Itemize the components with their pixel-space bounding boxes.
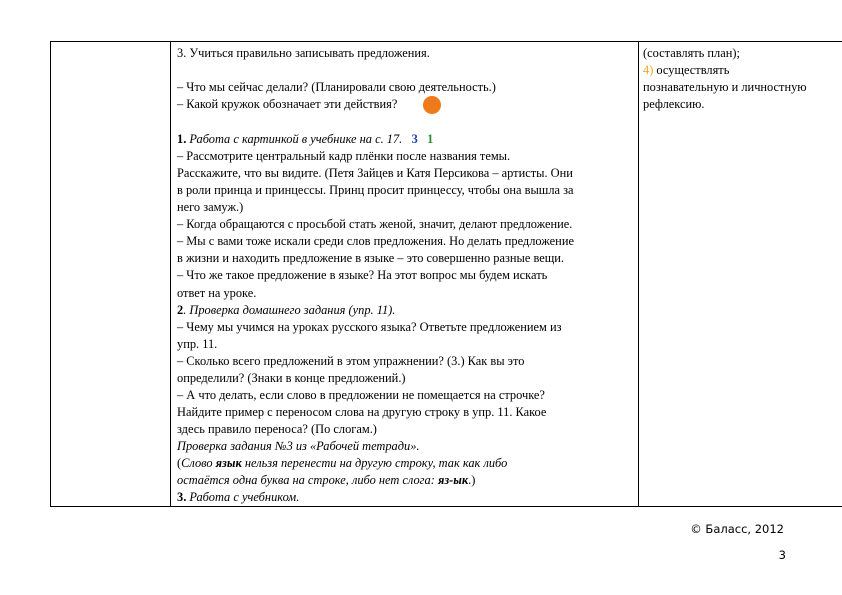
text-line bbox=[177, 96, 634, 114]
workbook-check-line: Проверка задания №3 из «Рабочей тетради». bbox=[177, 438, 420, 453]
text-line: в жизни и находить предложение в языке – это совершенно разные вещи. bbox=[177, 251, 564, 266]
section-heading bbox=[177, 302, 634, 319]
text-line: в роли принца и принцессы. Принц просит принцессу, чтобы она вышла за bbox=[177, 183, 574, 198]
text-line: – Рассмотрите центральный кадр плёнки после названия темы. bbox=[177, 149, 511, 164]
text-line: – А что делать, если слово в предложении не помещается на строчке? bbox=[177, 387, 545, 402]
text-line: – Что же такое предложение в языке? На этот вопрос мы будем искать bbox=[177, 268, 548, 283]
table-row bbox=[51, 42, 842, 507]
section-heading bbox=[177, 489, 634, 506]
text-fragment: осуществлять bbox=[653, 63, 730, 78]
text-line: – Что мы сейчас делали? (Планировали свою деятельность.) bbox=[177, 80, 496, 95]
text-line: здесь правило переноса? (По слогам.) bbox=[177, 421, 377, 436]
text-fragment: .) bbox=[468, 473, 476, 488]
emphasized-word: яз-ык bbox=[437, 473, 469, 488]
empty-cell bbox=[51, 42, 171, 507]
lesson-content-cell bbox=[171, 42, 639, 507]
section-heading bbox=[177, 131, 634, 148]
question-text: – Какой кружок обозначает эти действия? bbox=[177, 97, 398, 112]
page-number: 3 bbox=[778, 548, 786, 562]
section-title: Работа с картинкой в учебнике на с. 17. bbox=[189, 132, 403, 147]
text-line: упр. 11. bbox=[177, 336, 218, 351]
section-number: 2 bbox=[177, 302, 184, 317]
section-title: Работа с учебником. bbox=[186, 490, 300, 505]
list-number: 4) bbox=[643, 63, 654, 78]
section-number: 3. bbox=[177, 490, 187, 505]
blank-line bbox=[177, 62, 634, 79]
text-line: – Мы с вами тоже искали среди слов предложения. Но делать предложение bbox=[177, 234, 574, 249]
copyright-footer: © Баласс, 2012 bbox=[690, 522, 784, 536]
text-line: определили? (Знаки в конце предложений.) bbox=[177, 370, 406, 385]
text-line: него замуж.) bbox=[177, 200, 244, 215]
text-line: – Сколько всего предложений в этом упражнении? (3.) Как вы это bbox=[177, 353, 525, 368]
competencies-cell bbox=[639, 42, 842, 507]
section-title: . Проверка домашнего задания (упр. 11). bbox=[183, 302, 396, 317]
paren-open: ( bbox=[177, 455, 182, 470]
text-line bbox=[177, 472, 634, 489]
text-line: рефлексию. bbox=[643, 97, 705, 112]
text-fragment: остаётся одна буква на строке, либо нет слога: bbox=[177, 473, 438, 488]
text-fragment: Слово bbox=[181, 455, 216, 470]
text-fragment: нельзя перенести на другую строку, так как либо bbox=[241, 455, 508, 470]
text-line: – Чему мы учимся на уроках русского языка? Ответьте предложением из bbox=[177, 319, 562, 334]
lesson-table bbox=[50, 41, 842, 507]
text-line: ответ на уроке. bbox=[177, 285, 257, 300]
text-line bbox=[643, 62, 838, 79]
text-line: Найдите пример с переносом слова на другую строку в упр. 11. Какое bbox=[177, 404, 547, 419]
text-line: познавательную и личностную bbox=[643, 80, 807, 95]
text-line: Расскажите, что вы видите. (Петя Зайцев и Катя Персикова – артисты. Они bbox=[177, 166, 573, 181]
orange-circle-icon bbox=[423, 96, 441, 114]
blue-number: 3 bbox=[411, 132, 418, 147]
blank-line bbox=[177, 114, 634, 131]
text-line: – Когда обращаются с просьбой стать женой, значит, делают предложение. bbox=[177, 217, 573, 232]
text-line: (составлять план); bbox=[643, 46, 740, 60]
green-number: 1 bbox=[427, 132, 434, 147]
section-number: 1. bbox=[177, 132, 187, 147]
text-line bbox=[177, 455, 634, 472]
text-line: 3. Учиться правильно записывать предложения. bbox=[177, 46, 430, 60]
emphasized-word: язык bbox=[215, 455, 242, 470]
